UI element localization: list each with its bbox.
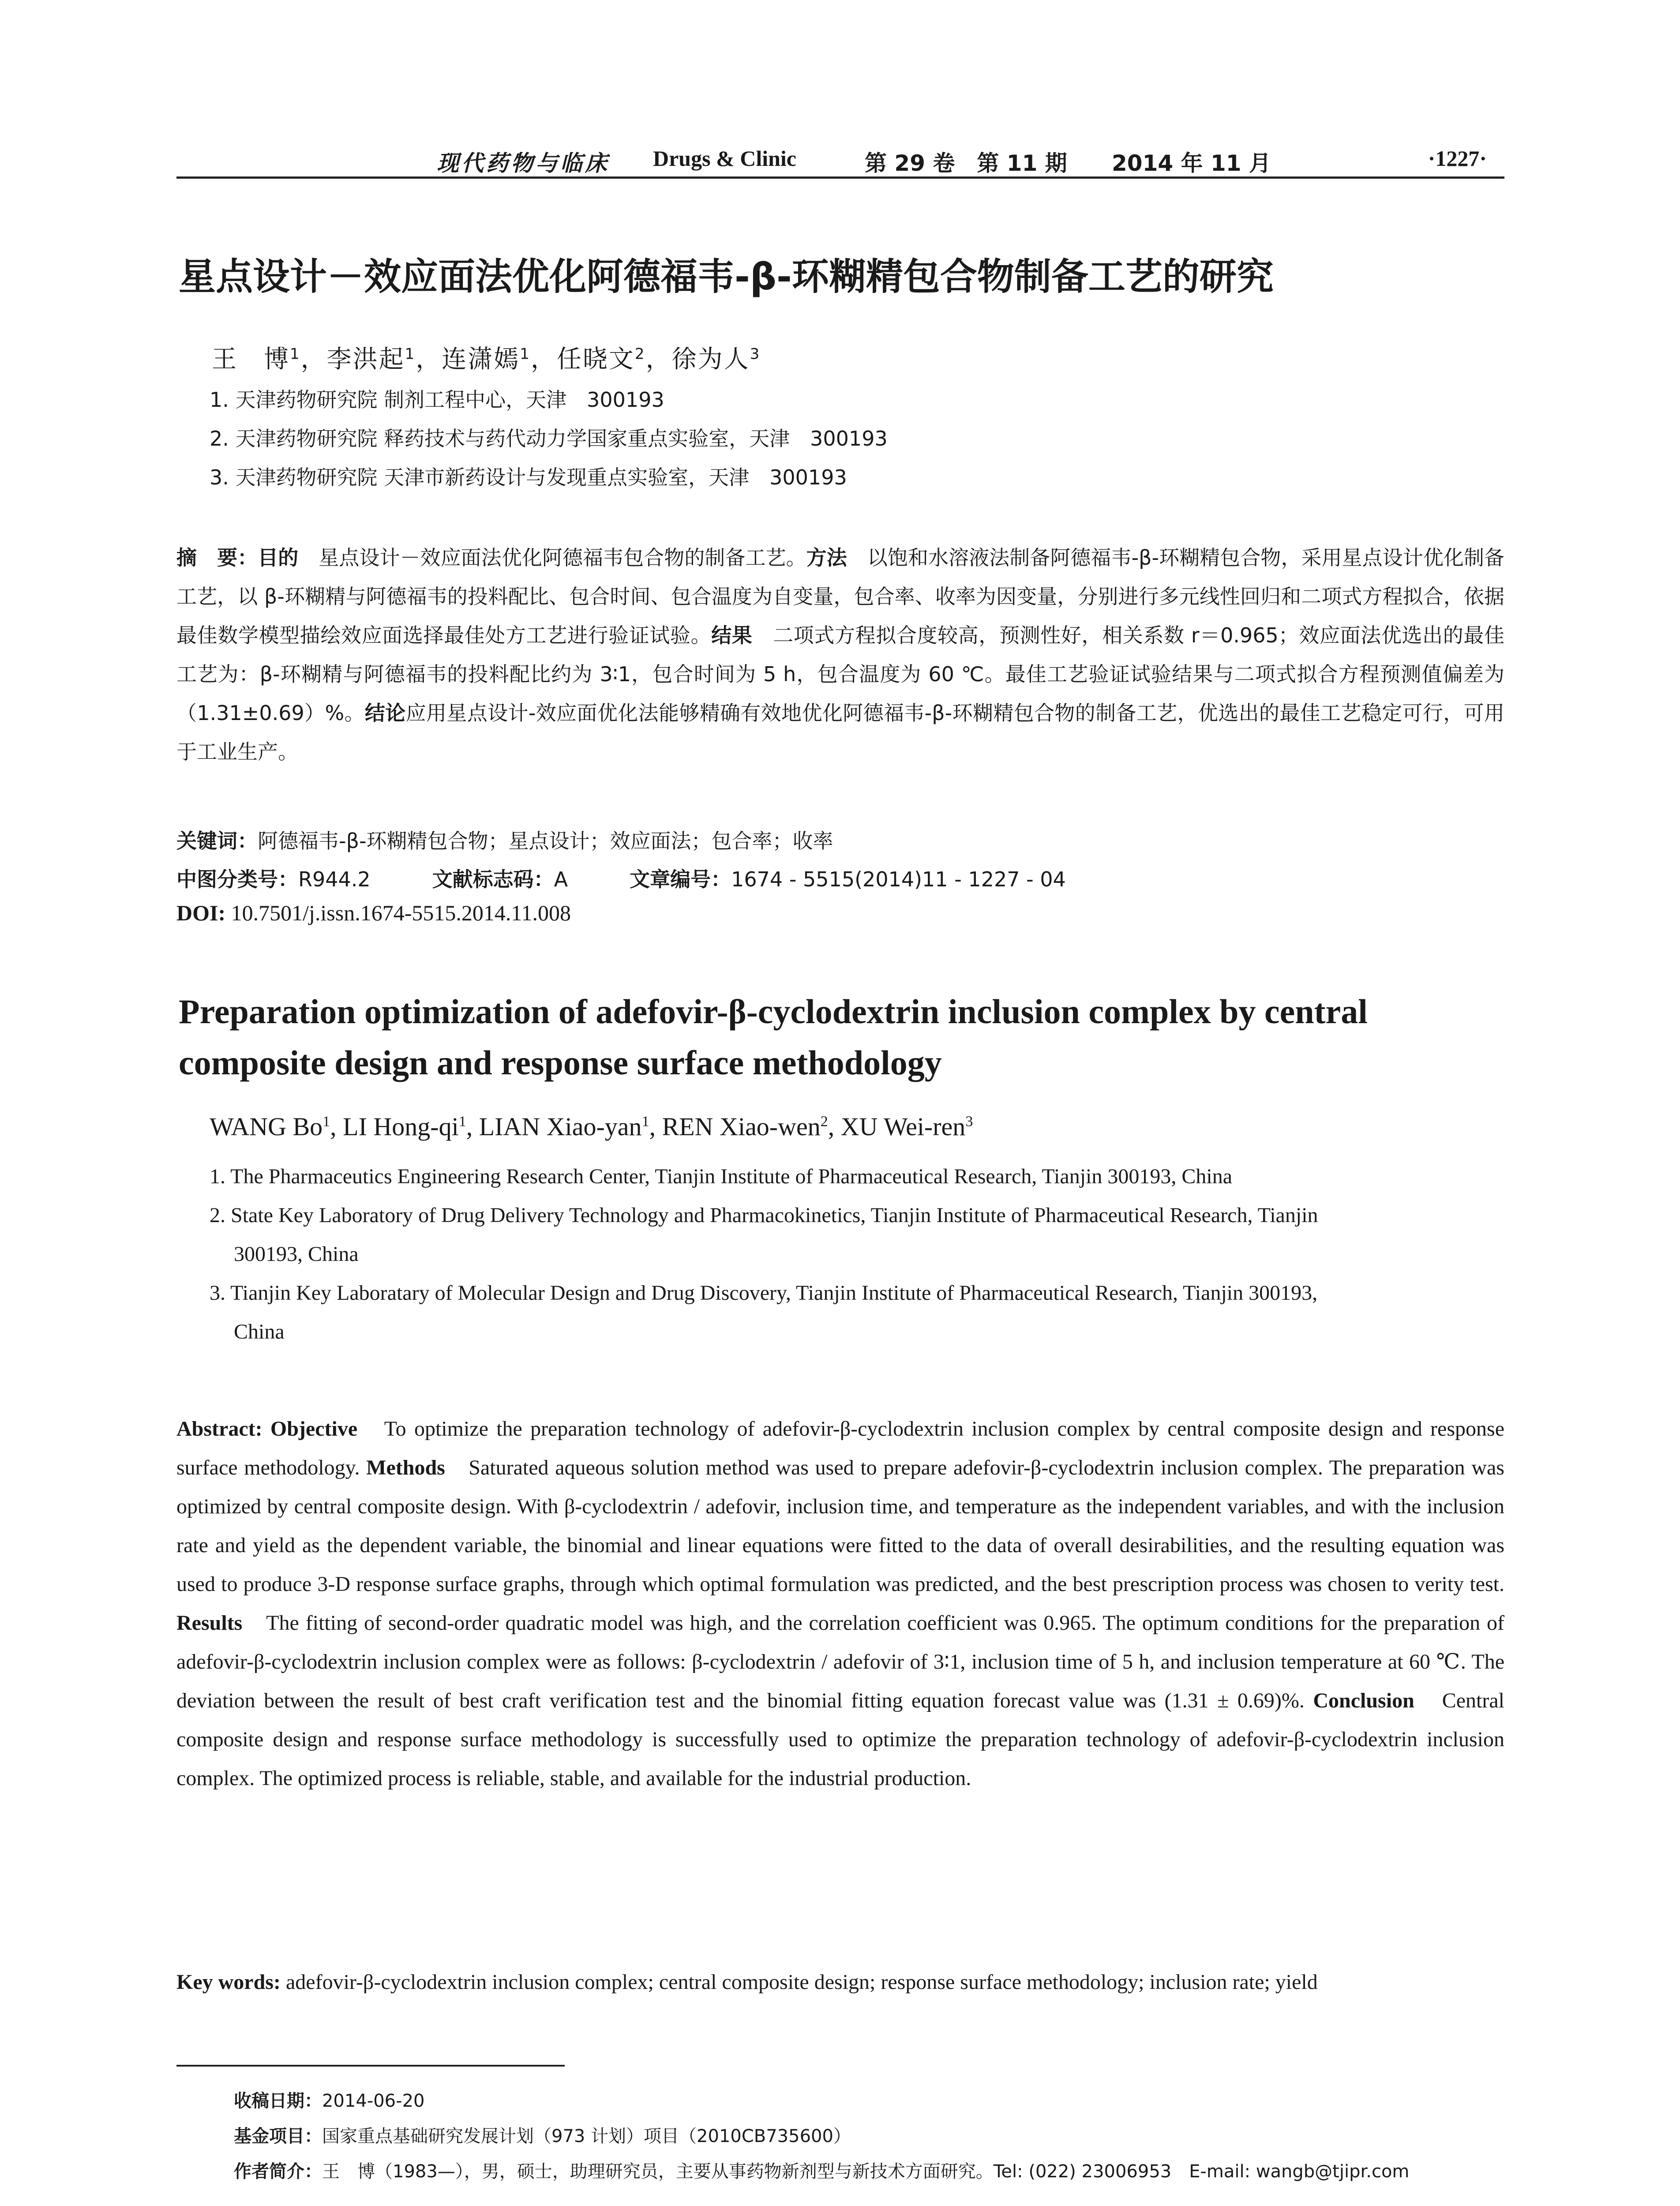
conclusion-label: Conclusion [1313,1689,1414,1712]
author-name: WANG Bo [210,1112,323,1141]
doi-line [176,900,571,926]
article-no-label: 文章编号： [630,867,731,891]
received-label: 收稿日期： [234,2091,322,2111]
volume-issue: 第 29 卷 第 11 期 [865,150,1067,176]
received-date: 2014-06-20 [322,2091,425,2111]
doi-value: 10.7501/j.issn.1674-5515.2014.11.008 [225,900,571,925]
author-sup: 2 [820,1113,828,1130]
running-header [176,146,1504,181]
results-text: The fitting of second-order quadratic model was high, and the correlation coefficient was 0.965. The optimum conditions for the preparation of adefovir-β-cyclodextrin inclusion complex were as follows: β-cyclodextrin / adefovir of 3∶1, inclusion time of 5 h, and inclusion temperature at 60 ℃. The deviation between the result of best craft verification test and the binomial fitting equation forecast value was (1.31 ± 0.69)%. [176,1611,1504,1712]
author-sup: 1 [322,1113,330,1130]
footnote-received [234,2087,424,2112]
author-bio-text: 王 博（1983—），男，硕士，助理研究员，主要从事药物新剂型与新技术方面研究。Tel: (022) 23006953 E-mail: wangb@tjipr.com [322,2161,1410,2182]
methods-text: 以饱和水溶液法制备阿德福韦-β-环糊精包合物，采用星点设计优化制备工艺，以 β-环糊精与阿德福韦的投料配比、包合时间、包合温度为自变量，包合率、收率为因变量，分别进行多元线性回归和二项式方程拟合，依据最佳数学模型描绘效应面选择最佳处方工艺进行验证试验。 [176,546,1504,647]
footnote-author [234,2157,1409,2183]
results-label: 结果 [711,623,753,647]
affiliation-en-continued: China [234,1320,285,1343]
affiliation-en-continued: 300193, China [234,1242,359,1266]
footnote-rule [176,2065,565,2067]
abstract-cn [176,538,1504,771]
author-name: XU Wei-ren [840,1112,966,1141]
header-rule [176,176,1504,179]
fund-text: 国家重点基础研究发展计划（973 计划）项目（2010CB735600） [322,2126,851,2146]
author-sup: 1 [290,345,301,363]
author-sup: 3 [965,1113,973,1130]
author-sup: 1 [641,1113,649,1130]
affiliation-cn: 3. 天津药物研究院 天津市新药设计与发现重点实验室，天津 300193 [210,465,847,489]
affiliation-en-text: 1. The Pharmaceutics Engineering Research Center, Tianjin Institute of Pharmaceutical Research, Tianjin 300193, China [210,1165,1233,1188]
conclusion-label: 结论 [364,701,406,725]
authors-en: WANG Bo$^1$, LI Hong-$qi^1$, LIAN Xiao-yan$^1$, REN Xiao-wen$^2$, XU Wei-ren$^3$ [210,1112,973,1141]
author-name: LI Hong-qi [343,1112,459,1141]
issue-date: 2014 年 11 月 [1112,150,1271,176]
title-cn: 星点设计－效应面法优化阿德福韦-β-环糊精包合物制备工艺的研究 [179,255,1274,298]
affiliation-en-text: 2. State Key Laboratory of Drug Delivery Technology and Pharmacokinetics, Tianjin Institute of Pharmaceutical Research, Tianjin [210,1204,1318,1227]
affiliation-en [210,1196,1504,1274]
affiliation-en [210,1274,1504,1351]
keywords-label: Key words: [176,1970,281,1994]
conclusion-text: 应用星点设计-效应面优化法能够精确有效地优化阿德福韦-β-环糊精包合物的制备工艺，优选出的最佳工艺稳定可行，可用于工业生产。 [176,701,1505,764]
doi-label: DOI: [176,900,226,925]
journal-name-cn: 现代药物与临床 [437,150,610,176]
keywords-en [176,1970,1504,1994]
results-label: Results [176,1611,243,1635]
author-name: 任晓文 [556,345,635,374]
fund-label: 基金项目： [234,2126,322,2146]
objective-text: To optimize the preparation technology of adefovir-β-cyclodextrin inclusion complex by central composite design and response surface methodology. [176,1417,1504,1479]
abstract-label: 摘 要： [176,546,258,570]
abstract-label: Abstract: [176,1417,262,1441]
clc-value: R944.2 [298,867,371,891]
author-sup: 3 [750,345,761,363]
classification-line [176,863,1066,893]
article-no-value: 1674 - 5515(2014)11 - 1227 - 04 [731,867,1066,891]
affiliation-cn: 1. 天津药物研究院 制剂工程中心，天津 300193 [210,388,664,412]
doc-code-value: A [554,867,568,891]
author-sup: 1 [405,345,416,363]
author-name: REN Xiao-wen [662,1112,821,1141]
results-text: 二项式方程拟合度较高，预测性好，相关系数 r＝0.965；效应面法优选出的最佳工艺为：β-环糊精与阿德福韦的投料配比约为 3∶1，包合时间为 5 h，包合温度为 60 ℃。最佳工艺验证试验结果与二项式拟合方程预测值偏差为（1.31±0.69）%。 [176,623,1505,725]
keywords-text: 阿德福韦-β-环糊精包合物；星点设计；效应面法；包合率；收率 [258,829,833,853]
affiliation-en [210,1157,1504,1196]
keywords-text: adefovir-β-cyclodextrin inclusion complex; central composite design; response surface methodology; inclusion rate; yield [280,1970,1318,1994]
author-name: 王 博 [212,345,290,374]
keywords-label: 关键词： [176,829,258,853]
abstract-en [176,1410,1504,1798]
affiliation-en-text: 3. Tianjin Key Laboratary of Molecular Design and Drug Discovery, Tianjin Institute of Pharmaceutical Research, Tianjin 300193, [210,1281,1318,1305]
keywords-cn [176,825,833,854]
objective-text: 星点设计－效应面法优化阿德福韦包合物的制备工艺。 [298,546,806,570]
author-sup: 2 [634,345,646,363]
title-en: Preparation optimization of adefovir-β-cyclodextrin inclusion complex by central composite design and response surface methodology [179,992,1368,1082]
author-name: 李洪起 [326,345,405,374]
clc-label: 中图分类号： [176,867,298,891]
objective-label: Objective [262,1417,358,1441]
methods-label: Methods [366,1456,445,1479]
authors-cn: 王 博$^1$，李洪起$^1$，连潇嫣$^1$，任晓文$^2$，徐为人$^3$ [212,345,761,374]
page-number: ·1227· [1428,146,1487,171]
doc-code-label: 文献标志码： [432,867,554,891]
author-name: 徐为人 [671,345,750,374]
methods-label: 方法 [806,546,847,570]
author-name: LIAN Xiao-yan [479,1112,642,1141]
author-sup: 1 [520,345,531,363]
journal-name-en: Drugs & Clinic [653,146,796,171]
methods-text: Saturated aqueous solution method was used to prepare adefovir-β-cyclodextrin inclusion complex. The preparation was optimized by central composite design. With β-cyclodextrin / adefovir, inclusion time, and temperature as the independent variables, and with the inclusion rate and yield as the dependent variable, the binomial and linear equations were fitted to the data of overall desirabilities, and the resulting equation was used to produce 3-D response surface graphs, through which optimal formulation was predicted, and the best prescription process was chosen to verity test. [176,1456,1504,1596]
author-name: 连潇嫣 [442,345,520,374]
conclusion-text: Central composite design and response surface methodology is successfully used to optimize the preparation technology of adefovir-β-cyclodextrin inclusion complex. The optimized process is reliable, stable, and available for the industrial production. [176,1689,1504,1790]
footnote-fund [234,2122,851,2147]
objective-label: 目的 [258,546,299,570]
affiliation-cn: 2. 天津药物研究院 释药技术与药代动力学国家重点实验室，天津 300193 [210,427,888,450]
author-bio-label: 作者简介： [234,2161,322,2182]
author-sup: 1 [458,1113,466,1130]
